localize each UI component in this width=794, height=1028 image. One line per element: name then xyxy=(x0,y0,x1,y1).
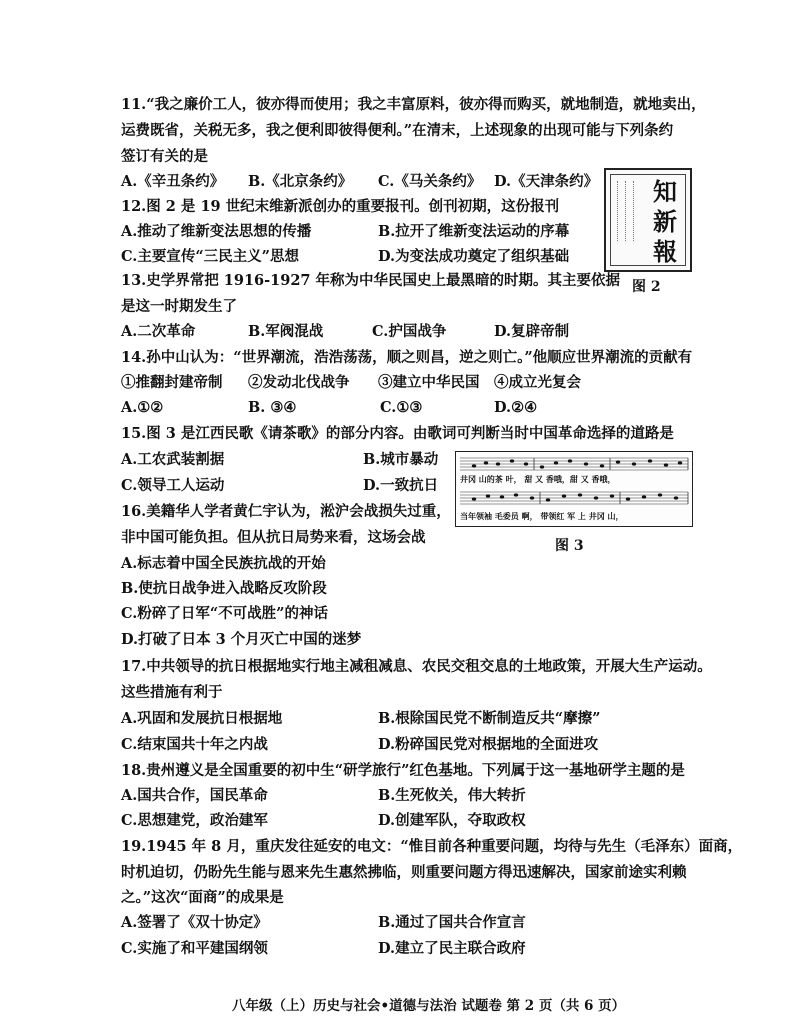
q17-stem-line2: 这些措施有利于 xyxy=(121,684,223,701)
figure-3-caption: 图 3 xyxy=(555,538,584,554)
q19-option-d: D.建立了民主联合政府 xyxy=(378,940,526,957)
q18-option-d: D.创建军队，夺取政权 xyxy=(378,812,526,829)
figure-2-caption: 图 2 xyxy=(632,279,661,295)
fig2-title-char: 知 xyxy=(653,177,677,206)
q11-option-d: D.《天津条约》 xyxy=(494,173,599,190)
q18-option-c: C.思想建党，政治建军 xyxy=(121,812,268,829)
q13-stem-line1: 13.史学界常把 1916-1927 年称为中华民国史上最黑暗的时期。其主要依据 xyxy=(121,272,621,289)
q16-stem-line1: 16.美籍华人学者黄仁宇认为，淞沪会战损失过重， xyxy=(121,503,451,520)
fig2-small-text-column xyxy=(617,181,624,241)
q16-option-a: A.标志着中国全民族抗战的开始 xyxy=(121,555,326,572)
q19-option-a: A.签署了《双十协定》 xyxy=(121,914,268,931)
fig2-title xyxy=(645,177,685,267)
fig2-small-text-column xyxy=(625,181,632,241)
q11-option-c: C.《马关条约》 xyxy=(378,173,482,190)
page-footer: 八年级（上）历史与社会•道德与法治 试题卷 第 2 页（共 6 页） xyxy=(232,998,626,1014)
q15-option-d: D.一致抗日 xyxy=(363,477,439,494)
fig3-staff-lower xyxy=(460,492,688,504)
fig3-lyric-line2: 当年领袖 毛委员 啊， 带领红 军 上 井冈 山， xyxy=(460,511,624,521)
q15-option-c: C.领导工人运动 xyxy=(121,477,225,494)
q14-option-a: A.①② xyxy=(121,399,164,416)
q11-stem-line3: 签订有关的是 xyxy=(121,148,208,165)
q16-option-d: D.打破了日本 3 个月灭亡中国的迷梦 xyxy=(121,631,362,648)
q14-option-d: D.②④ xyxy=(494,399,538,416)
q14-item-2: ②发动北伐战争 xyxy=(248,374,350,391)
q11-stem-line1: 11.“我之廉价工人，彼亦得而使用；我之丰富原料，彼亦得而购买，就地制造，就地卖出， xyxy=(121,96,706,113)
q15-stem-line1: 15.图 3 是江西民歌《请茶歌》的部分内容。由歌词可判断当时中国革命选择的道路是 xyxy=(121,425,674,442)
q13-option-d: D.复辟帝制 xyxy=(494,323,570,340)
q16-option-b: B.使抗日战争进入战略反攻阶段 xyxy=(121,580,327,597)
q19-option-c: C.实施了和平建国纲领 xyxy=(121,940,268,957)
q13-option-b: B.军阀混战 xyxy=(248,323,324,340)
q15-option-a: A.工农武装割据 xyxy=(121,451,225,468)
q19-stem-line2: 时机迫切，仍盼先生能与恩来先生惠然拂临，则重要问题方得迅速解决，国家前途实利赖 xyxy=(121,864,687,881)
q19-stem-line1: 19.1945 年 8 月，重庆发往延安的电文：“惟目前各种重要问题，均待与先生（毛泽东）面商， xyxy=(121,838,743,855)
q18-option-b: B.生死攸关，伟大转折 xyxy=(378,787,526,804)
q11-stem-line2: 运费既省，关税无多，我之便利即彼得便利。”在清末，上述现象的出现可能与下列条约 xyxy=(121,122,674,139)
q14-item-4: ④成立光复会 xyxy=(494,374,581,391)
q19-option-b: B.通过了国共合作宣言 xyxy=(378,914,526,931)
q13-option-a: A.二次革命 xyxy=(121,323,196,340)
fig2-title-char: 新 xyxy=(653,207,677,236)
figure-3-sheet-music xyxy=(455,451,693,527)
q16-option-c: C.粉碎了日军“不可战胜”的神话 xyxy=(121,605,329,622)
q14-item-1: ①推翻封建帝制 xyxy=(121,374,223,391)
q19-stem-line3: 之。”这次“面商”的成果是 xyxy=(121,889,284,906)
fig2-small-text-column xyxy=(633,181,640,241)
q12-option-b: B.拉开了维新变法运动的序幕 xyxy=(378,223,570,240)
fig3-notes-lower xyxy=(472,493,678,501)
q17-option-b: B.根除国民党不断制造反共“摩擦” xyxy=(378,710,601,727)
q13-stem-line2: 是这一时期发生了 xyxy=(121,298,237,315)
q14-option-c: C.①③ xyxy=(380,399,423,416)
q17-option-a: A.巩固和发展抗日根据地 xyxy=(121,710,283,727)
q17-option-c: C.结束国共十年之内战 xyxy=(121,736,268,753)
q18-stem-line1: 18.贵州遵义是全国重要的初中生“研学旅行”红色基地。下列属于这一基地研学主题的是 xyxy=(121,762,685,779)
q12-option-c: C.主要宣传“三民主义”思想 xyxy=(121,248,300,265)
fig2-title-char: 報 xyxy=(653,237,677,266)
figure-2-newspaper-cover xyxy=(604,168,692,272)
fig3-lyric-line1: 井冈 山的茶 叶， 甜 又 香哦，甜 又 香哦， xyxy=(460,474,616,484)
fig3-staff-upper xyxy=(460,458,688,470)
q15-option-b: B.城市暴动 xyxy=(363,451,439,468)
q12-option-d: D.为变法成功奠定了组织基础 xyxy=(378,248,570,265)
q14-item-3: ③建立中华民国 xyxy=(378,374,480,391)
q12-option-a: A.推动了维新变法思想的传播 xyxy=(121,223,312,240)
q13-option-c: C.护国战争 xyxy=(372,323,447,340)
q17-option-d: D.粉碎国民党对根据地的全面进攻 xyxy=(378,736,599,753)
q14-stem-line1: 14.孙中山认为：“世界潮流，浩浩荡荡，顺之则昌，逆之则亡。”他顺应世界潮流的贡献有 xyxy=(121,349,693,366)
q12-stem-line1: 12.图 2 是 19 世纪末维新派创办的重要报刊。创刊初期，这份报刊 xyxy=(121,198,560,215)
q11-option-a: A.《辛丑条约》 xyxy=(121,173,225,190)
q18-option-a: A.国共合作，国民革命 xyxy=(121,787,268,804)
q16-stem-line2: 非中国可能负担。但从抗日局势来看，这场会战 xyxy=(121,529,426,546)
q11-option-b: B.《北京条约》 xyxy=(248,173,353,190)
q14-option-b: B. ③④ xyxy=(248,399,297,416)
q17-stem-line1: 17.中共领导的抗日根据地实行地主减租减息、农民交租交息的土地政策，开展大生产运动。 xyxy=(121,658,712,675)
